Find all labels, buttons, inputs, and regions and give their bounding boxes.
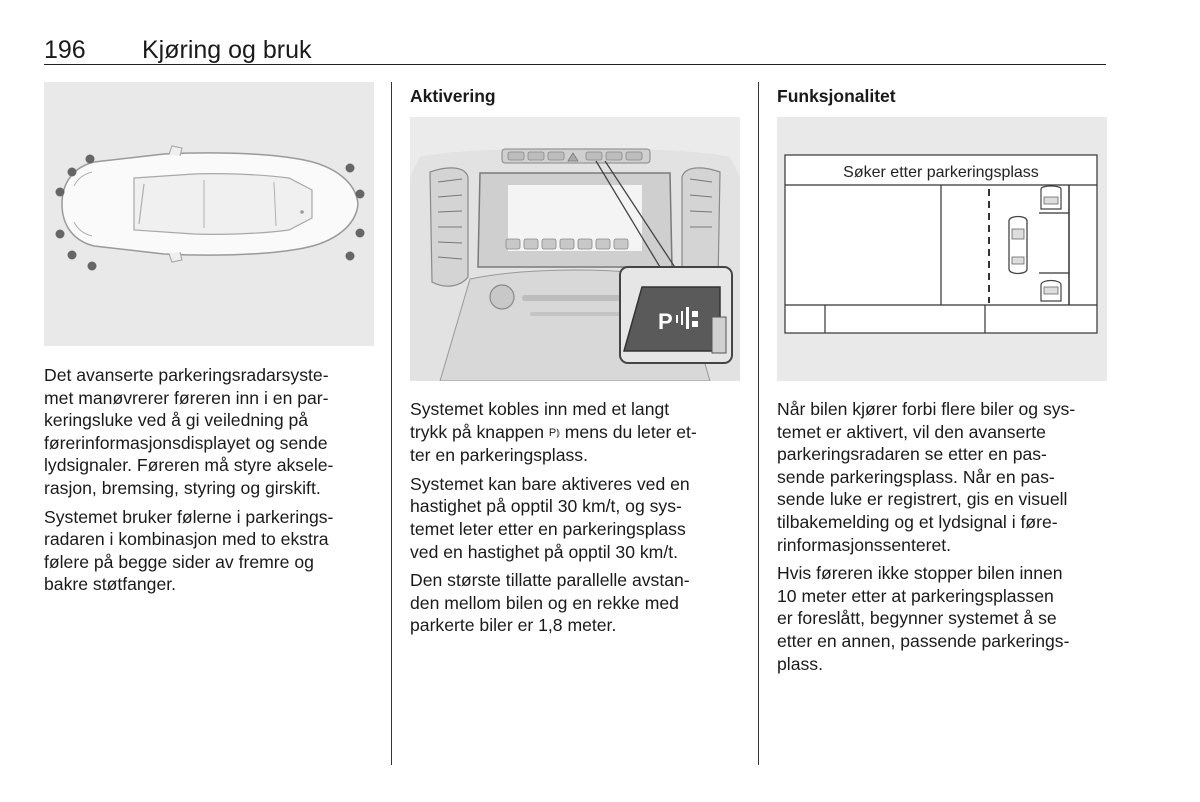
page-header — [44, 34, 1106, 66]
column-divider — [391, 82, 392, 765]
right-body — [777, 398, 1112, 681]
column-divider — [758, 82, 759, 765]
dashboard-icon — [410, 117, 740, 381]
button-p-label: P — [658, 309, 673, 334]
car-sensor-figure — [44, 82, 374, 346]
page-number: 196 — [44, 36, 86, 64]
sensor-dot — [86, 155, 95, 164]
section-heading-aktivering: Aktivering — [410, 86, 496, 106]
header-rule — [44, 64, 1106, 65]
paragraph: Systemet bruker følerne i parkerings- radaren i kombinasjon med to ekstra følere på begge sider av fremre og bakre støtfanger. — [44, 506, 334, 595]
paragraph: Hvis føreren ikke stopper bilen innen 10 meter etter at parkeringsplassen er foreslått, begynner systemet å se etter en annen, passende parkerings- plass. — [777, 563, 1070, 674]
dashboard-figure — [410, 117, 740, 381]
paragraph: Når bilen kjører forbi flere biler og sys- temet er aktivert, vil den avanserte parkeringsradaren se etter en pas- sende parkeringsplass. Når en pas- sende luke er registrert, gis en visuell tilbakemelding og et lydsignal i føre- rinformasjonssenteret. — [777, 399, 1076, 555]
section-heading-funksjonalitet: Funksjonalitet — [777, 86, 896, 106]
display-search-text: Søker etter parkeringsplass — [843, 164, 1039, 181]
paragraph: Systemet kan bare aktiveres ved en hastighet på opptil 30 km/t, og sys- temet leter etter en parkeringsplass ved en hastighet på opptil 30 km/t. — [410, 473, 690, 562]
car-top-view-icon — [44, 82, 374, 346]
parking-display-icon — [777, 117, 1107, 381]
left-body — [44, 364, 384, 602]
middle-body — [410, 398, 745, 643]
park-assist-button-icon: P⦆ — [548, 426, 560, 439]
parking-display-figure — [777, 117, 1107, 381]
chapter-title: Kjøring og bruk — [142, 36, 312, 64]
paragraph: Den største tillatte parallelle avstan- den mellom bilen og en rekke med parkerte biler er 1,8 meter. — [410, 570, 690, 636]
paragraph: Systemet kobles inn med et langt trykk på knappen P⦆ mens du leter et- ter en parkeringsplass. — [410, 399, 697, 466]
paragraph: Det avanserte parkeringsradarsyste- met manøvrerer føreren inn i en par- keringsluke ved å gi veiledning på førerinformasjonsdisplayet og sende lydsignaler. Føreren må styre aksele- rasjon, bremsing, styring og girskift. — [44, 365, 334, 498]
